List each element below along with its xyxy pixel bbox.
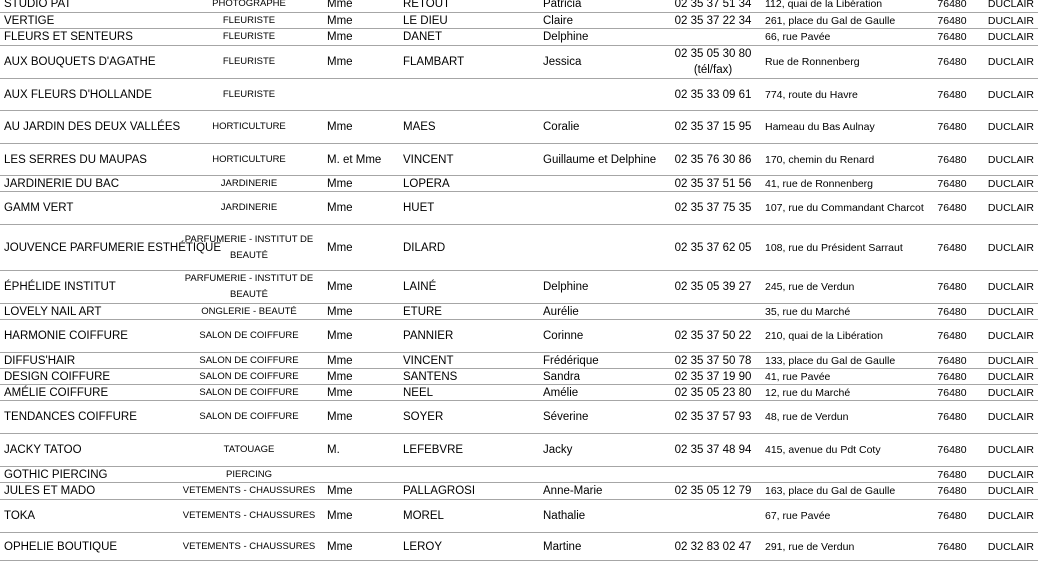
first-name-cell: Nathalie — [543, 510, 586, 522]
first-name-cell — [543, 79, 665, 110]
phone-number-cell — [665, 304, 761, 319]
postcode-cell: 76480 — [937, 56, 967, 68]
last-name-cell: LE DIEU — [403, 14, 448, 27]
civility-cell: Mme — [327, 281, 353, 293]
last-name-cell — [403, 79, 541, 110]
phone-number-cell: 02 35 37 15 95 — [674, 121, 752, 133]
phone-number-cell — [665, 500, 761, 532]
postcode-cell: 76480 — [937, 468, 967, 481]
phone-number-cell: 02 35 37 57 93 — [674, 411, 752, 423]
category-cell: FLEURISTE — [222, 31, 276, 42]
postcode-cell: 76480 — [937, 241, 967, 254]
first-name-cell: Patricia — [543, 0, 582, 10]
phone-number-cell: 02 35 37 51 56 — [674, 177, 752, 190]
city-cell: DUCLAIR — [987, 540, 1034, 553]
street-address-cell: 108, rue du Président Sarraut — [765, 241, 903, 254]
category-cell: PHOTOGRAPHE — [212, 0, 286, 9]
company-name-cell: LOVELY NAIL ART — [4, 305, 102, 318]
phone-number-cell: 02 35 37 50 78 — [674, 354, 752, 367]
phone-number-cell: 02 32 83 02 47 — [674, 540, 752, 553]
city-cell: DUCLAIR — [987, 386, 1034, 399]
company-name-cell: JARDINERIE DU BAC — [4, 177, 120, 190]
category-cell: HORTICULTURE — [212, 153, 286, 165]
company-name-cell: AUX FLEURS D'HOLLANDE — [4, 88, 152, 101]
civility-cell: Mme — [327, 31, 353, 43]
company-name-cell: TOKA — [4, 510, 36, 522]
company-name-cell: VERTIGE — [4, 14, 55, 27]
postcode-cell: 76480 — [937, 31, 967, 43]
last-name-cell: DILARD — [403, 241, 446, 254]
civility-cell: M. et Mme — [327, 153, 382, 166]
category-cell: JARDINERIE — [220, 202, 278, 213]
last-name-cell: MOREL — [403, 510, 444, 522]
phone-number-cell — [665, 467, 761, 482]
street-address-cell — [765, 467, 931, 482]
first-name-cell — [543, 225, 665, 270]
table-row — [0, 225, 1038, 271]
street-address-cell: Hameau du Bas Aulnay — [765, 121, 875, 133]
last-name-cell — [403, 467, 541, 482]
civility-cell: M. — [327, 444, 340, 456]
civility-cell: Mme — [327, 330, 353, 342]
postcode-cell: 76480 — [937, 370, 967, 383]
civility-cell — [327, 79, 401, 110]
street-address-cell: 210, quai de la Libération — [765, 330, 883, 342]
street-address-cell: 261, place du Gal de Gaulle — [765, 14, 896, 27]
phone-number-cell: 02 35 37 48 94 — [674, 444, 752, 456]
city-cell: DUCLAIR — [987, 281, 1034, 293]
postcode-cell: 76480 — [937, 485, 967, 497]
first-name-cell: Guillaume et Delphine — [543, 153, 657, 166]
city-cell: DUCLAIR — [987, 411, 1034, 423]
phone-number-cell: 02 35 05 12 79 — [674, 485, 752, 497]
category-cell: VETEMENTS - CHAUSSURES — [182, 510, 316, 521]
city-cell: DUCLAIR — [987, 0, 1034, 10]
last-name-cell: VINCENT — [403, 153, 454, 166]
first-name-cell: Anne-Marie — [543, 485, 603, 497]
postcode-cell: 76480 — [937, 88, 967, 101]
street-address-cell: 12, rue du Marché — [765, 386, 851, 399]
table-row — [0, 271, 1038, 304]
city-cell: DUCLAIR — [987, 56, 1034, 68]
phone-number-cell: 02 35 37 50 22 — [674, 330, 752, 342]
category-cell: SALON DE COIFFURE — [199, 386, 299, 398]
category-cell: SALON DE COIFFURE — [199, 370, 299, 382]
category-cell: PARFUMERIE - INSTITUT DE BEAUTÉ — [184, 273, 314, 300]
last-name-cell: VINCENT — [403, 354, 454, 367]
phone-number-cell: 02 35 37 51 34 — [674, 0, 752, 10]
phone-number-cell — [665, 29, 761, 45]
street-address-cell: 291, rue de Verdun — [765, 540, 855, 553]
phone-number-cell: 02 35 37 75 35 — [674, 202, 752, 214]
civility-cell: Mme — [327, 485, 353, 497]
first-name-cell — [543, 467, 665, 482]
street-address-cell: 163, place du Gal de Gaulle — [765, 485, 896, 497]
first-name-cell — [543, 176, 665, 191]
city-cell: DUCLAIR — [987, 510, 1034, 522]
civility-cell: Mme — [327, 305, 353, 318]
first-name-cell: Frédérique — [543, 354, 599, 367]
company-name-cell: JOUVENCE PARFUMERIE ESTHÉTIQUE — [4, 241, 222, 254]
company-name-cell: ÉPHÉLIDE INSTITUT — [4, 281, 116, 293]
postcode-cell: 76480 — [937, 510, 967, 522]
table-row — [0, 304, 1038, 320]
street-address-cell: 774, route du Havre — [765, 88, 858, 101]
category-cell: JARDINERIE — [220, 177, 278, 189]
civility-cell: Mme — [327, 56, 353, 68]
postcode-cell: 76480 — [937, 330, 967, 342]
category-cell: FLEURISTE — [222, 14, 276, 26]
last-name-cell: MAES — [403, 121, 436, 133]
last-name-cell: HUET — [403, 202, 435, 214]
postcode-cell: 76480 — [937, 281, 967, 293]
category-cell: HORTICULTURE — [212, 121, 286, 132]
table-row — [0, 320, 1038, 353]
first-name-cell: Jessica — [543, 56, 582, 68]
city-cell: DUCLAIR — [987, 354, 1034, 367]
city-cell: DUCLAIR — [987, 305, 1034, 318]
civility-cell: Mme — [327, 121, 353, 133]
category-cell: SALON DE COIFFURE — [199, 354, 299, 366]
street-address-cell: 107, rue du Commandant Charcot — [765, 202, 924, 214]
company-name-cell: JULES ET MADO — [4, 485, 96, 497]
last-name-cell: LEFEBVRE — [403, 444, 464, 456]
last-name-cell: LEROY — [403, 540, 442, 553]
city-cell: DUCLAIR — [987, 468, 1034, 481]
table-row — [0, 369, 1038, 385]
phone-number-cell: 02 35 05 23 80 — [674, 386, 752, 399]
postcode-cell: 76480 — [937, 386, 967, 399]
street-address-cell: 415, avenue du Pdt Coty — [765, 444, 881, 456]
city-cell: DUCLAIR — [987, 330, 1034, 342]
category-cell: SALON DE COIFFURE — [199, 330, 299, 341]
table-row — [0, 353, 1038, 369]
table-row — [0, 176, 1038, 192]
last-name-cell: DANET — [403, 31, 442, 43]
city-cell: DUCLAIR — [987, 444, 1034, 456]
company-name-cell: GAMM VERT — [4, 202, 74, 214]
category-cell: VETEMENTS - CHAUSSURES — [182, 485, 316, 496]
city-cell: DUCLAIR — [987, 485, 1034, 497]
first-name-cell: Amélie — [543, 386, 579, 399]
company-name-cell: STUDIO PAT — [4, 0, 72, 10]
city-cell: DUCLAIR — [987, 88, 1034, 101]
city-cell: DUCLAIR — [987, 153, 1034, 166]
company-name-cell: DESIGN COIFFURE — [4, 370, 111, 383]
city-cell: DUCLAIR — [987, 31, 1034, 43]
civility-cell: Mme — [327, 540, 353, 553]
postcode-cell: 76480 — [937, 540, 967, 553]
last-name-cell: LAINÉ — [403, 281, 437, 293]
company-name-cell: DIFFUS'HAIR — [4, 354, 76, 367]
postcode-cell: 76480 — [937, 0, 967, 10]
postcode-cell: 76480 — [937, 153, 967, 166]
street-address-cell: 170, chemin du Renard — [765, 153, 875, 166]
company-name-cell: HARMONIE COIFFURE — [4, 330, 128, 342]
civility-cell: Mme — [327, 510, 353, 522]
civility-cell: Mme — [327, 177, 353, 190]
company-name-cell: GOTHIC PIERCING — [4, 468, 108, 481]
postcode-cell: 76480 — [937, 14, 967, 27]
table-row — [0, 467, 1038, 483]
street-address-cell: 245, rue de Verdun — [765, 281, 855, 293]
city-cell: DUCLAIR — [987, 241, 1034, 254]
table-row — [0, 144, 1038, 176]
first-name-cell: Delphine — [543, 281, 589, 293]
table-row — [0, 500, 1038, 533]
category-cell: PARFUMERIE - INSTITUT DE BEAUTÉ — [184, 233, 314, 261]
first-name-cell: Martine — [543, 540, 582, 553]
company-name-cell: JACKY TATOO — [4, 444, 82, 456]
table-row — [0, 401, 1038, 434]
last-name-cell: LOPERA — [403, 177, 450, 190]
table-row — [0, 483, 1038, 500]
category-cell: SALON DE COIFFURE — [199, 411, 299, 422]
first-name-cell: Séverine — [543, 411, 589, 423]
civility-cell: Mme — [327, 370, 353, 383]
table-row — [0, 13, 1038, 29]
phone-number-cell: 02 35 05 39 27 — [674, 281, 752, 293]
first-name-cell: Sandra — [543, 370, 581, 383]
table-row — [0, 434, 1038, 467]
street-address-cell: Rue de Ronnenberg — [765, 56, 860, 68]
civility-cell — [327, 467, 401, 482]
first-name-cell: Aurélie — [543, 305, 579, 318]
postcode-cell: 76480 — [937, 444, 967, 456]
table-row — [0, 46, 1038, 79]
first-name-cell — [543, 192, 665, 224]
table-row — [0, 29, 1038, 46]
last-name-cell: SANTENS — [403, 370, 458, 383]
postcode-cell: 76480 — [937, 121, 967, 133]
city-cell: DUCLAIR — [987, 202, 1034, 214]
postcode-cell: 76480 — [937, 354, 967, 367]
last-name-cell: SOYER — [403, 411, 444, 423]
street-address-cell: 133, place du Gal de Gaulle — [765, 354, 896, 367]
postcode-cell: 76480 — [937, 411, 967, 423]
postcode-cell: 76480 — [937, 177, 967, 190]
category-cell: VETEMENTS - CHAUSSURES — [182, 540, 316, 552]
table-row — [0, 0, 1038, 13]
street-address-cell: 112, quai de la Libération — [765, 0, 883, 10]
city-cell: DUCLAIR — [987, 14, 1034, 27]
city-cell: DUCLAIR — [987, 177, 1034, 190]
street-address-cell: 35, rue du Marché — [765, 305, 851, 318]
company-name-cell: FLEURS ET SENTEURS — [4, 31, 133, 43]
phone-number-cell: 02 35 76 30 86 — [674, 153, 752, 166]
civility-cell: Mme — [327, 354, 353, 367]
company-name-cell: AUX BOUQUETS D'AGATHE — [4, 56, 156, 68]
last-name-cell: ETURE — [403, 305, 442, 318]
table-row — [0, 111, 1038, 144]
street-address-cell: 41, rue Pavée — [765, 370, 831, 383]
postcode-cell: 76480 — [937, 202, 967, 214]
company-name-cell: OPHELIE BOUTIQUE — [4, 540, 118, 553]
city-cell: DUCLAIR — [987, 370, 1034, 383]
first-name-cell: Claire — [543, 14, 574, 27]
civility-cell: Mme — [327, 0, 353, 10]
category-cell: TATOUAGE — [223, 444, 275, 455]
civility-cell: Mme — [327, 14, 353, 27]
civility-cell: Mme — [327, 411, 353, 423]
table-row — [0, 192, 1038, 225]
table-row — [0, 385, 1038, 401]
last-name-cell: RETOUT — [403, 0, 451, 10]
civility-cell: Mme — [327, 241, 353, 254]
civility-cell: Mme — [327, 386, 353, 399]
civility-cell: Mme — [327, 202, 353, 214]
city-cell: DUCLAIR — [987, 121, 1034, 133]
first-name-cell: Coralie — [543, 121, 580, 133]
table-row — [0, 533, 1038, 561]
company-name-cell: AU JARDIN DES DEUX VALLÉES — [4, 121, 181, 133]
company-name-cell: TENDANCES COIFFURE — [4, 411, 137, 423]
last-name-cell: PALLAGROSI — [403, 485, 476, 497]
category-cell: FLEURISTE — [222, 56, 276, 67]
category-cell: PIERCING — [226, 468, 272, 480]
postcode-cell: 76480 — [937, 305, 967, 318]
category-cell: ONGLERIE - BEAUTÉ — [201, 305, 297, 317]
first-name-cell: Corinne — [543, 330, 584, 342]
street-address-cell: 41, rue de Ronnenberg — [765, 177, 873, 190]
table-row — [0, 79, 1038, 111]
phone-number-cell: 02 35 05 30 80 (tél/fax) — [674, 48, 752, 76]
street-address-cell: 48, rue de Verdun — [765, 411, 849, 423]
phone-number-cell: 02 35 33 09 61 — [674, 88, 752, 101]
first-name-cell: Delphine — [543, 31, 589, 43]
street-address-cell: 66, rue Pavée — [765, 31, 831, 43]
phone-number-cell: 02 35 37 62 05 — [674, 241, 752, 254]
company-name-cell: AMÉLIE COIFFURE — [4, 386, 109, 399]
street-address-cell: 67, rue Pavée — [765, 510, 831, 522]
phone-number-cell: 02 35 37 22 34 — [674, 14, 752, 27]
category-cell: FLEURISTE — [222, 88, 276, 100]
phone-number-cell: 02 35 37 19 90 — [674, 370, 752, 383]
company-name-cell: LES SERRES DU MAUPAS — [4, 153, 147, 166]
last-name-cell: NEEL — [403, 386, 434, 399]
last-name-cell: PANNIER — [403, 330, 454, 342]
first-name-cell: Jacky — [543, 444, 573, 456]
last-name-cell: FLAMBART — [403, 56, 465, 68]
